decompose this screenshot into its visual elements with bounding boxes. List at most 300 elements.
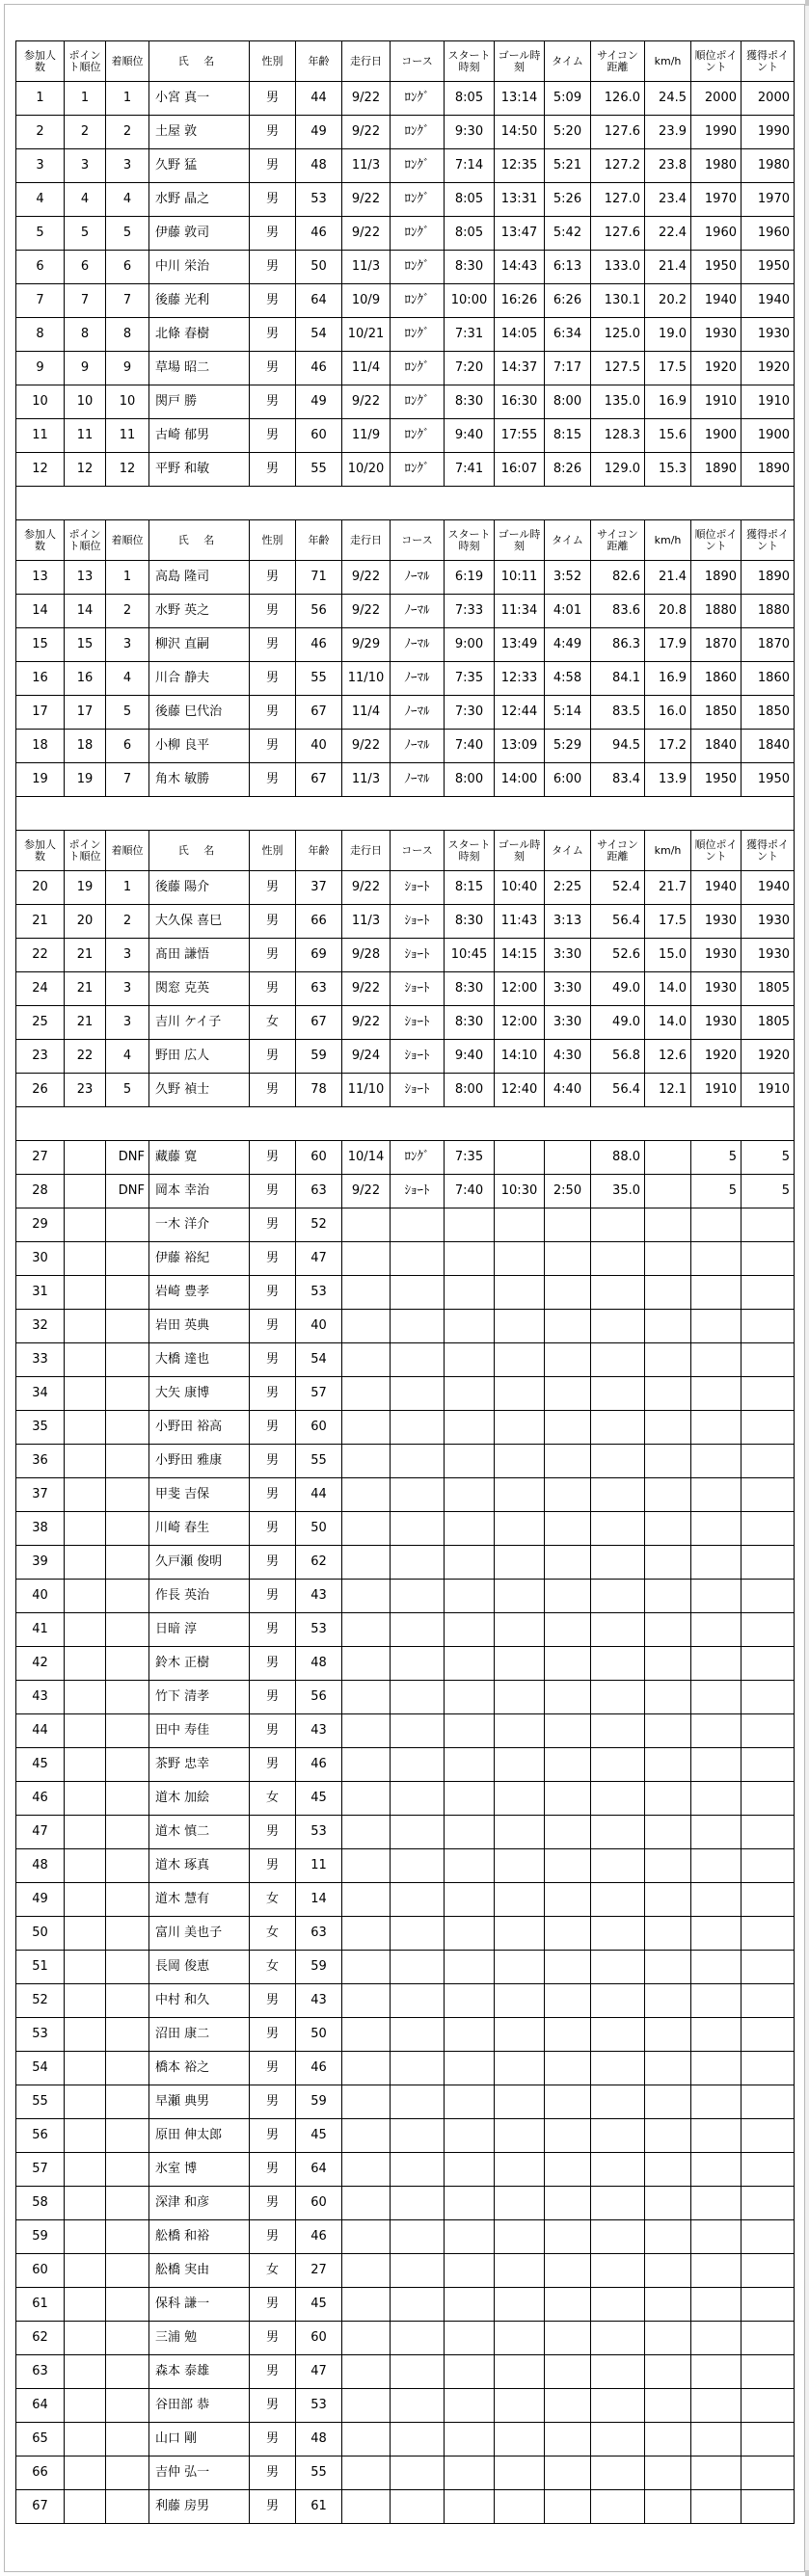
cell-time: 8:00 — [545, 385, 591, 419]
cell-point-rank — [65, 1613, 106, 1647]
cell-earned-points: 1980 — [742, 149, 795, 183]
cell-finish-order: 2 — [106, 116, 149, 149]
cell-time: 8:15 — [545, 419, 591, 453]
cell-start-time: 7:14 — [445, 149, 495, 183]
cell-earned-points — [742, 2018, 795, 2052]
cell-participant-no: 26 — [16, 1074, 65, 1107]
cell-rank-points — [691, 1478, 742, 1512]
cell-earned-points: 1910 — [742, 1074, 795, 1107]
cell-gender: 男 — [250, 1849, 296, 1883]
cell-cycle-distance: 130.1 — [591, 284, 645, 318]
cell-point-rank: 5 — [65, 217, 106, 251]
cell-name: 大矢 康博 — [149, 1377, 250, 1411]
cell-rank-points: 1960 — [691, 217, 742, 251]
cell-course — [391, 2490, 445, 2524]
cell-name: 山口 剛 — [149, 2423, 250, 2456]
cell-earned-points — [742, 1782, 795, 1816]
cell-participant-no: 38 — [16, 1512, 65, 1546]
header-goal-time: ゴール時刻 — [495, 41, 545, 82]
cell-course: ﾛﾝｸﾞ — [391, 284, 445, 318]
cell-age: 53 — [296, 1276, 342, 1310]
cell-point-rank: 4 — [65, 183, 106, 217]
cell-time: 4:58 — [545, 662, 591, 696]
cell-goal-time: 12:00 — [495, 972, 545, 1006]
cell-gender: 男 — [250, 1411, 296, 1445]
cell-age: 46 — [296, 217, 342, 251]
registrant-row — [16, 1377, 795, 1411]
cell-kmh — [645, 2187, 691, 2220]
cell-start-time — [445, 2322, 495, 2355]
cell-kmh — [645, 1512, 691, 1546]
result-row — [16, 82, 795, 116]
cell-kmh: 15.3 — [645, 453, 691, 487]
cell-run-date: 11/3 — [342, 763, 391, 797]
cell-age: 43 — [296, 1580, 342, 1613]
cell-participant-no: 64 — [16, 2389, 65, 2423]
registrant-row — [16, 2389, 795, 2423]
cell-name: 小柳 良平 — [149, 730, 250, 763]
cell-time — [545, 1681, 591, 1714]
cell-point-rank — [65, 1748, 106, 1782]
cell-run-date — [342, 1917, 391, 1951]
cell-gender: 男 — [250, 1445, 296, 1478]
cell-rank-points — [691, 2423, 742, 2456]
cell-gender: 男 — [250, 1613, 296, 1647]
cell-rank-points — [691, 1714, 742, 1748]
cell-participant-no: 52 — [16, 1984, 65, 2018]
cell-rank-points: 1990 — [691, 116, 742, 149]
cell-goal-time — [495, 2322, 545, 2355]
cell-earned-points: 1940 — [742, 871, 795, 905]
cell-goal-time — [495, 2389, 545, 2423]
cell-cycle-distance: 128.3 — [591, 419, 645, 453]
cell-goal-time — [495, 2288, 545, 2322]
cell-start-time — [445, 2018, 495, 2052]
cell-course: ﾛﾝｸﾞ — [391, 149, 445, 183]
cell-point-rank — [65, 1141, 106, 1175]
registrant-row — [16, 1276, 795, 1310]
cell-time — [545, 1445, 591, 1478]
cell-earned-points: 1960 — [742, 217, 795, 251]
cell-start-time — [445, 2153, 495, 2187]
header-gender: 性別 — [250, 41, 296, 82]
cell-kmh — [645, 1883, 691, 1917]
cell-earned-points — [742, 1951, 795, 1984]
cell-goal-time — [495, 2254, 545, 2288]
cell-course: ﾉｰﾏﾙ — [391, 730, 445, 763]
cell-finish-order — [106, 2322, 149, 2355]
cell-goal-time: 11:43 — [495, 905, 545, 939]
result-row — [16, 595, 795, 628]
header-kmh: km/h — [645, 520, 691, 561]
cell-cycle-distance — [591, 1782, 645, 1816]
cell-name: 土屋 敦 — [149, 116, 250, 149]
cell-start-time — [445, 2389, 495, 2423]
cell-earned-points: 1990 — [742, 116, 795, 149]
cell-time — [545, 2389, 591, 2423]
cell-earned-points: 1970 — [742, 183, 795, 217]
cell-participant-no: 1 — [16, 82, 65, 116]
cell-run-date — [342, 1748, 391, 1782]
cell-run-date — [342, 1411, 391, 1445]
cell-kmh: 23.8 — [645, 149, 691, 183]
cell-name: 深津 和彦 — [149, 2187, 250, 2220]
header-row — [16, 520, 795, 561]
cell-course: ｼｮｰﾄ — [391, 1074, 445, 1107]
cell-earned-points: 1860 — [742, 662, 795, 696]
cell-finish-order: 5 — [106, 1074, 149, 1107]
cell-point-rank — [65, 1951, 106, 1984]
cell-finish-order — [106, 1984, 149, 2018]
cell-rank-points — [691, 2119, 742, 2153]
cell-gender: 男 — [250, 2018, 296, 2052]
cell-age: 59 — [296, 2085, 342, 2119]
cell-finish-order — [106, 1647, 149, 1681]
registrant-row — [16, 1917, 795, 1951]
cell-participant-no: 40 — [16, 1580, 65, 1613]
header-earned-points: 獲得ポイント — [742, 520, 795, 561]
cell-earned-points — [742, 1546, 795, 1580]
cell-earned-points — [742, 1681, 795, 1714]
cell-participant-no: 9 — [16, 352, 65, 385]
spacer-row — [16, 1107, 795, 1141]
cell-name: 保科 謙一 — [149, 2288, 250, 2322]
cell-course — [391, 1816, 445, 1849]
cell-time — [545, 1242, 591, 1276]
cell-finish-order — [106, 1681, 149, 1714]
scroll-down-button[interactable] — [805, 2570, 809, 2576]
cell-name: 中村 和久 — [149, 1984, 250, 2018]
cell-kmh: 17.2 — [645, 730, 691, 763]
cell-earned-points: 1910 — [742, 385, 795, 419]
cell-time: 3:30 — [545, 972, 591, 1006]
cell-finish-order — [106, 2355, 149, 2389]
cell-point-rank: 22 — [65, 1040, 106, 1074]
cell-start-time: 9:40 — [445, 419, 495, 453]
cell-run-date: 9/22 — [342, 82, 391, 116]
registrant-row — [16, 2119, 795, 2153]
cell-kmh — [645, 1546, 691, 1580]
header-participant-no: 参加人数 — [16, 41, 65, 82]
cell-earned-points: 1930 — [742, 905, 795, 939]
result-row — [16, 318, 795, 352]
result-row — [16, 561, 795, 595]
cell-run-date — [342, 2288, 391, 2322]
cell-point-rank: 12 — [65, 453, 106, 487]
cell-kmh: 13.9 — [645, 763, 691, 797]
cell-goal-time — [495, 1917, 545, 1951]
cell-start-time — [445, 2187, 495, 2220]
cell-start-time — [445, 1546, 495, 1580]
cell-rank-points: 5 — [691, 1175, 742, 1208]
result-row — [16, 628, 795, 662]
cell-goal-time: 14:05 — [495, 318, 545, 352]
cell-rank-points — [691, 2085, 742, 2119]
cell-time — [545, 2254, 591, 2288]
cell-time — [545, 1478, 591, 1512]
cell-gender: 男 — [250, 696, 296, 730]
cell-rank-points: 1930 — [691, 939, 742, 972]
cell-kmh — [645, 2018, 691, 2052]
cell-goal-time — [495, 2423, 545, 2456]
cell-finish-order: 3 — [106, 149, 149, 183]
cell-gender: 男 — [250, 905, 296, 939]
cell-name: 早瀬 典男 — [149, 2085, 250, 2119]
cell-course — [391, 1377, 445, 1411]
header-gender: 性別 — [250, 831, 296, 871]
cell-age: 63 — [296, 1175, 342, 1208]
cell-name: 吉仲 弘一 — [149, 2456, 250, 2490]
cell-run-date: 11/4 — [342, 696, 391, 730]
cell-rank-points — [691, 1748, 742, 1782]
cell-goal-time — [495, 1647, 545, 1681]
cell-gender: 男 — [250, 1714, 296, 1748]
cell-name: 大久保 喜巳 — [149, 905, 250, 939]
cell-participant-no: 7 — [16, 284, 65, 318]
cell-rank-points: 2000 — [691, 82, 742, 116]
cell-name: 鈴木 正樹 — [149, 1647, 250, 1681]
cell-point-rank — [65, 2052, 106, 2085]
cell-name: 川合 静夫 — [149, 662, 250, 696]
result-row — [16, 1074, 795, 1107]
cell-age: 50 — [296, 251, 342, 284]
cell-name: 利藤 房男 — [149, 2490, 250, 2524]
cell-run-date — [342, 1984, 391, 2018]
cell-name: 岡本 幸治 — [149, 1175, 250, 1208]
cell-earned-points: 1940 — [742, 284, 795, 318]
cell-cycle-distance: 56.8 — [591, 1040, 645, 1074]
cell-course — [391, 2119, 445, 2153]
cell-time — [545, 2355, 591, 2389]
header-start-time: スタート時刻 — [445, 520, 495, 561]
cell-age: 46 — [296, 2052, 342, 2085]
cell-cycle-distance — [591, 2220, 645, 2254]
cell-cycle-distance: 127.6 — [591, 217, 645, 251]
cell-earned-points: 1900 — [742, 419, 795, 453]
cell-course — [391, 2288, 445, 2322]
cell-goal-time: 12:00 — [495, 1006, 545, 1040]
cell-rank-points: 1930 — [691, 972, 742, 1006]
cell-run-date — [342, 1714, 391, 1748]
cell-point-rank: 21 — [65, 972, 106, 1006]
cell-participant-no: 50 — [16, 1917, 65, 1951]
result-row — [16, 1006, 795, 1040]
cell-point-rank — [65, 1411, 106, 1445]
results-content — [15, 40, 794, 2524]
cell-participant-no: 58 — [16, 2187, 65, 2220]
cell-run-date: 9/22 — [342, 1006, 391, 1040]
cell-time: 4:30 — [545, 1040, 591, 1074]
cell-course — [391, 1681, 445, 1714]
cell-cycle-distance — [591, 1276, 645, 1310]
cell-age: 67 — [296, 1006, 342, 1040]
cell-course — [391, 1276, 445, 1310]
cell-finish-order: 4 — [106, 662, 149, 696]
cell-start-time: 7:41 — [445, 453, 495, 487]
cell-gender: 女 — [250, 1883, 296, 1917]
cell-run-date: 9/22 — [342, 183, 391, 217]
cell-age: 64 — [296, 2153, 342, 2187]
cell-kmh: 14.0 — [645, 1006, 691, 1040]
cell-goal-time: 10:30 — [495, 1175, 545, 1208]
cell-time — [545, 1883, 591, 1917]
cell-kmh — [645, 1310, 691, 1343]
cell-goal-time — [495, 1883, 545, 1917]
cell-time — [545, 1343, 591, 1377]
spacer-cell — [16, 1107, 795, 1141]
cell-rank-points: 1910 — [691, 385, 742, 419]
cell-cycle-distance: 135.0 — [591, 385, 645, 419]
cell-goal-time — [495, 1411, 545, 1445]
cell-rank-points — [691, 2288, 742, 2322]
cell-start-time: 8:30 — [445, 972, 495, 1006]
cell-rank-points: 1920 — [691, 1040, 742, 1074]
cell-gender: 男 — [250, 730, 296, 763]
cell-participant-no: 5 — [16, 217, 65, 251]
cell-name: 竹下 清孝 — [149, 1681, 250, 1714]
cell-goal-time: 12:33 — [495, 662, 545, 696]
cell-finish-order: 4 — [106, 1040, 149, 1074]
cell-time: 6:34 — [545, 318, 591, 352]
cell-time — [545, 2018, 591, 2052]
cell-run-date: 9/22 — [342, 972, 391, 1006]
registrant-row — [16, 2254, 795, 2288]
cell-finish-order — [106, 2153, 149, 2187]
cell-kmh — [645, 2220, 691, 2254]
cell-gender: 男 — [250, 284, 296, 318]
cell-gender: 男 — [250, 1276, 296, 1310]
header-point-rank: ポイント順位 — [65, 831, 106, 871]
cell-earned-points — [742, 2355, 795, 2389]
cell-name: 久野 猛 — [149, 149, 250, 183]
cell-point-rank: 11 — [65, 419, 106, 453]
cell-point-rank — [65, 2018, 106, 2052]
cell-gender: 男 — [250, 1647, 296, 1681]
cell-participant-no: 35 — [16, 1411, 65, 1445]
cell-rank-points — [691, 2456, 742, 2490]
cell-finish-order: 9 — [106, 352, 149, 385]
cell-run-date: 9/22 — [342, 116, 391, 149]
vertical-scrollbar[interactable] — [805, 0, 809, 2576]
header-cycle-distance: サイコン距離 — [591, 831, 645, 871]
cell-gender: 男 — [250, 1748, 296, 1782]
cell-kmh: 12.1 — [645, 1074, 691, 1107]
cell-start-time — [445, 1377, 495, 1411]
cell-age: 60 — [296, 1411, 342, 1445]
cell-earned-points: 1950 — [742, 251, 795, 284]
cell-rank-points — [691, 1445, 742, 1478]
result-row — [16, 905, 795, 939]
cell-goal-time: 10:11 — [495, 561, 545, 595]
cell-finish-order — [106, 2220, 149, 2254]
cell-participant-no: 22 — [16, 939, 65, 972]
cell-participant-no: 33 — [16, 1343, 65, 1377]
cell-run-date: 11/10 — [342, 662, 391, 696]
header-earned-points: 獲得ポイント — [742, 41, 795, 82]
cell-participant-no: 59 — [16, 2220, 65, 2254]
cell-run-date — [342, 1951, 391, 1984]
scroll-up-button[interactable] — [805, 0, 809, 6]
cell-kmh: 21.7 — [645, 871, 691, 905]
cell-earned-points: 5 — [742, 1141, 795, 1175]
registrant-row — [16, 1748, 795, 1782]
result-row — [16, 352, 795, 385]
registrant-row — [16, 1512, 795, 1546]
cell-kmh: 24.5 — [645, 82, 691, 116]
cell-cycle-distance: 49.0 — [591, 1006, 645, 1040]
cell-participant-no: 48 — [16, 1849, 65, 1883]
cell-age: 55 — [296, 1445, 342, 1478]
cell-kmh — [645, 1613, 691, 1647]
cell-kmh — [645, 2052, 691, 2085]
cell-gender: 女 — [250, 1917, 296, 1951]
cell-kmh: 23.4 — [645, 183, 691, 217]
cell-point-rank: 21 — [65, 1006, 106, 1040]
cell-point-rank — [65, 1343, 106, 1377]
cell-gender: 男 — [250, 385, 296, 419]
cell-participant-no: 24 — [16, 972, 65, 1006]
cell-rank-points: 5 — [691, 1141, 742, 1175]
cell-goal-time — [495, 1343, 545, 1377]
cell-course: ｼｮｰﾄ — [391, 1040, 445, 1074]
cell-course: ﾉｰﾏﾙ — [391, 662, 445, 696]
dnf-row — [16, 1141, 795, 1175]
cell-participant-no: 65 — [16, 2423, 65, 2456]
cell-course: ｼｮｰﾄ — [391, 1175, 445, 1208]
cell-goal-time — [495, 1276, 545, 1310]
cell-earned-points — [742, 1849, 795, 1883]
cell-age: 67 — [296, 763, 342, 797]
cell-time: 5:42 — [545, 217, 591, 251]
cell-finish-order — [106, 1343, 149, 1377]
cell-rank-points: 1970 — [691, 183, 742, 217]
cell-start-time: 7:35 — [445, 662, 495, 696]
registrant-row — [16, 1310, 795, 1343]
cell-kmh: 19.0 — [645, 318, 691, 352]
cell-name: 古崎 郁男 — [149, 419, 250, 453]
cell-course — [391, 1580, 445, 1613]
cell-gender: 男 — [250, 1478, 296, 1512]
cell-point-rank — [65, 2254, 106, 2288]
cell-earned-points: 2000 — [742, 82, 795, 116]
cell-participant-no: 4 — [16, 183, 65, 217]
cell-name: 柳沢 直嗣 — [149, 628, 250, 662]
cell-start-time — [445, 1310, 495, 1343]
cell-course — [391, 2355, 445, 2389]
cell-start-time: 8:30 — [445, 905, 495, 939]
cell-name: 後藤 巳代治 — [149, 696, 250, 730]
cell-start-time — [445, 2490, 495, 2524]
cell-finish-order: 7 — [106, 284, 149, 318]
cell-gender: 男 — [250, 2187, 296, 2220]
cell-participant-no: 51 — [16, 1951, 65, 1984]
cell-cycle-distance — [591, 1681, 645, 1714]
cell-finish-order — [106, 1512, 149, 1546]
cell-start-time — [445, 2085, 495, 2119]
registrant-row — [16, 2423, 795, 2456]
cell-kmh — [645, 2423, 691, 2456]
result-row — [16, 116, 795, 149]
cell-goal-time: 14:15 — [495, 939, 545, 972]
cell-gender: 男 — [250, 82, 296, 116]
cell-time: 3:52 — [545, 561, 591, 595]
cell-run-date — [342, 1512, 391, 1546]
cell-start-time — [445, 1580, 495, 1613]
cell-rank-points — [691, 2220, 742, 2254]
cell-rank-points — [691, 1849, 742, 1883]
cell-course: ﾛﾝｸﾞ — [391, 183, 445, 217]
header-age: 年齢 — [296, 520, 342, 561]
